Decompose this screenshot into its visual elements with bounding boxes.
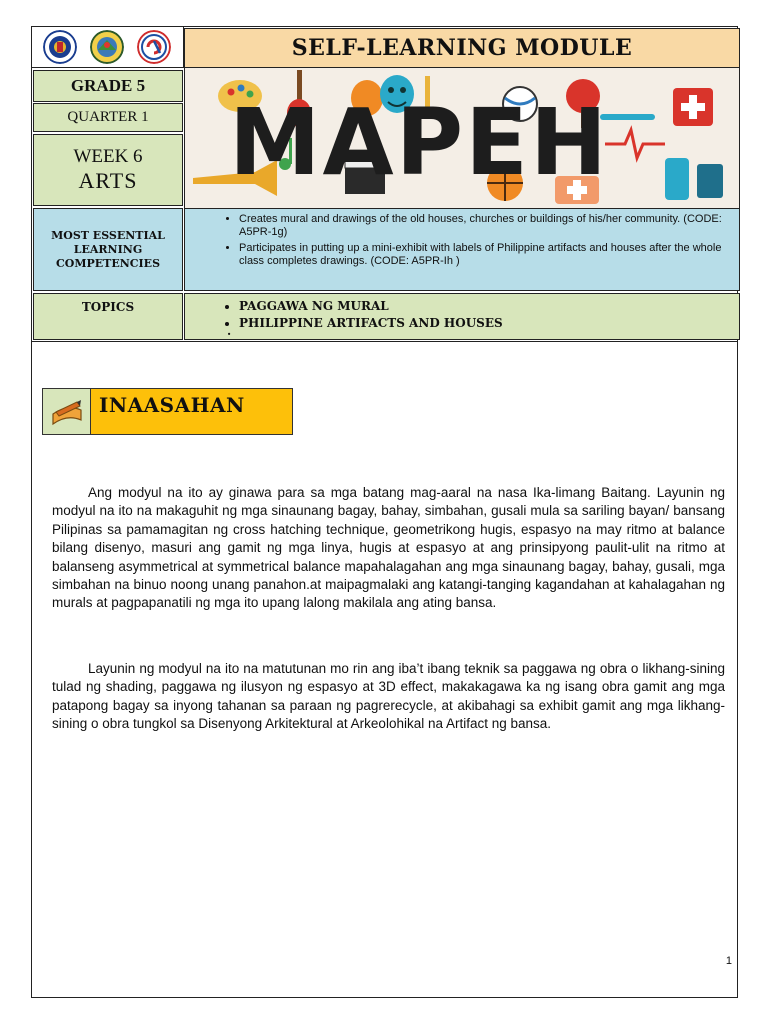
module-title: SELF-LEARNING MODULE [184, 28, 740, 68]
quarter-label: QUARTER 1 [33, 103, 183, 132]
week-label: WEEK 6 [73, 146, 143, 167]
topic-item: • PHILIPPINE ARTIFACTS AND HOUSES [239, 315, 729, 332]
body-paragraph-2 [52, 660, 725, 734]
division-seal-logo [90, 30, 124, 64]
section-icon-cell [42, 388, 91, 435]
topic-item-empty [239, 332, 729, 338]
topics-label: TOPICS [33, 293, 183, 340]
competency-item: • Participates in putting up a mini-exhibit with labels of Philippine artifacts and houses after the whole class completes drawings. (CODE: A5PR-Ih ) [239, 242, 729, 268]
competencies-list [184, 208, 740, 291]
subject-label: ARTS [78, 168, 138, 193]
paragraph-text: Layunin ng modyul na ito na matutunan mo rin ang iba’t ibang teknik sa paggawa ng obra o likhang-sining tulad ng shading, paggawa ng ilusyon ng espasyo at 3D effect, makakagawa ka ng isang obra gamit ang mga patapong bagay sa inyong tahanan sa paraan ng pagrerecycle, at akibahagi sa exhibit gamit ang mga likhang-sining o obra tungkol sa Disenyong Arkitektural at Arkeolohikal na Artifact ng bansa. [52, 661, 725, 732]
section-title: INAASAHAN [90, 388, 293, 435]
competency-item: • Creates mural and drawings of the old houses, churches or buildings of his/her community. (CODE: A5PR-1g) [239, 213, 729, 239]
competencies-label: MOST ESSENTIAL LEARNING COMPETENCIES [33, 208, 183, 291]
mapeh-banner [184, 68, 740, 208]
grade-label: GRADE 5 [33, 70, 183, 102]
cad-logo [137, 30, 171, 64]
header-divider [31, 341, 738, 342]
logo-strip [31, 26, 184, 68]
deped-seal-logo [43, 30, 77, 64]
body-paragraph-1 [52, 484, 725, 613]
page-number: 1 [725, 955, 732, 967]
week-subject-cell [33, 134, 183, 206]
paragraph-text: Ang modyul na ito ay ginawa para sa mga batang mag-aaral na nasa Ika-limang Baitang. Layunin ng modyul na ito na makaguhit ng mga sinaunang bagay, bahay, simbahan, gusali mula sa sariling bayan/ bansang Pilipinas sa pamamagitan ng cross hatching technique, geometrikong hugis, espasyo na may ritmo at balance bilang disenyo, masuri ang gamit ng mga linya, hugis at espasyo at ang prinsipyong paulit-ulit na ritmo at balanseng asymmetrical at symmetrical balance mapahalagahan ang mga sinaunang bagay, bahay, gusali, mga simbahan na binuo noong unang panahon.at maipagmalaki ang katangi-tanging kagandahan at kahalagahan ng murals at pagpapanatili ng mga ito upang lalong makilala ang ating bansa. [52, 485, 725, 611]
mapeh-illustration [185, 68, 738, 208]
banner-word: MAPEH [229, 89, 610, 196]
topic-item: • PAGGAWA NG MURAL [239, 298, 729, 315]
topics-list [184, 293, 740, 340]
book-pencil-icon [50, 398, 84, 426]
